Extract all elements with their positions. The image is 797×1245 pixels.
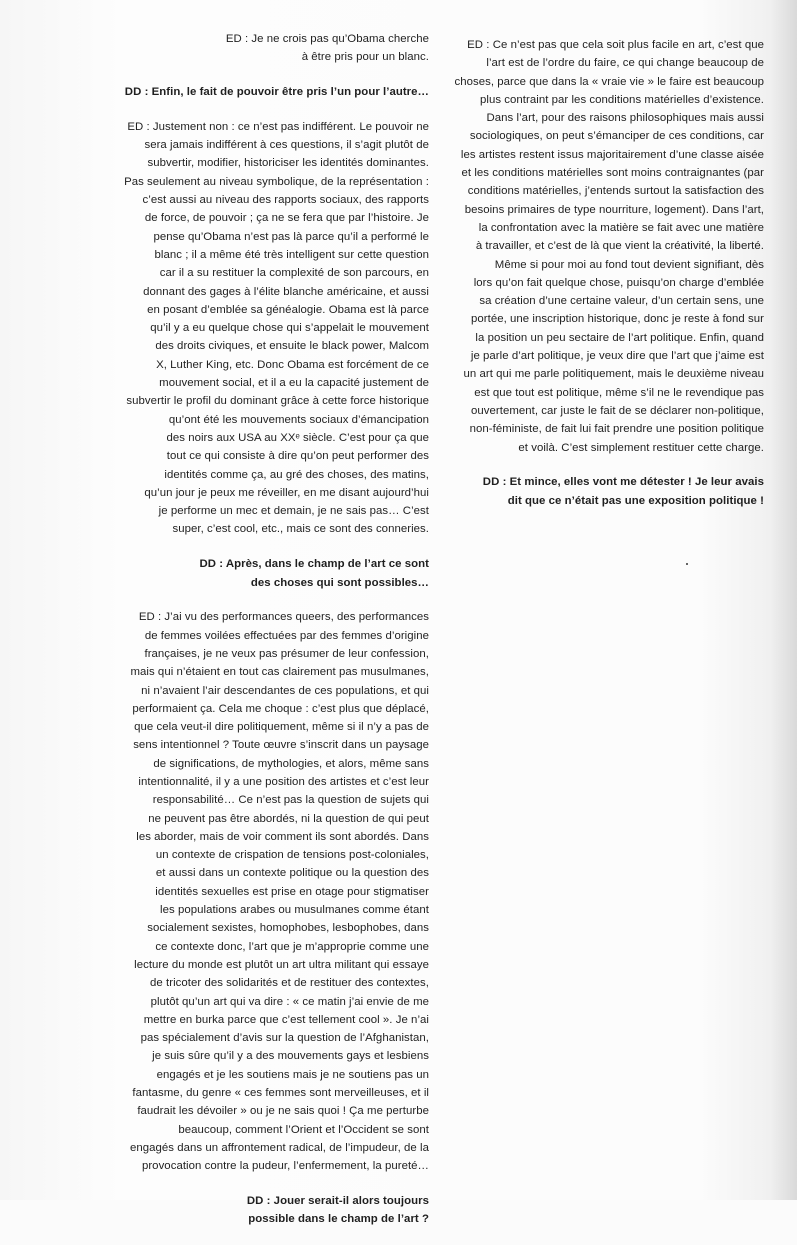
ink-speck xyxy=(686,563,688,565)
answer-paragraph: ED : Justement non : ce n’est pas indifférent. Le pouvoir ne sera jamais indifférent à ces questions, il s’agit plutôt de subvertir, modifier, historiciser les identités dominantes. Pas seulement au niveau symbolique, de la représentation : c’est aussi au niveau des rapports sociaux, des rapports de force, de pouvoir ; ça ne se fera que par l’histoire. Je pense qu’Obama n’est pas là parce qu’il a performé le blanc ; il a même été très intelligent sur cette question car il a su restituer la complexité de son parcours, en donnant des gages à l’élite blanche américaine, et aussi en posant d’emblée sa généalogie. Obama est là parce qu’il y a eu quelque chose qui s’appelait le mouvement des droits civiques, et ensuite le black power, Malcom X, Luther King, etc. Donc Obama est forcément de ce mouvement social, et il a eu la capacité justement de subvertir le profil du dominant grâce à cette force historique qu’ont été les mouvements sociaux d’émancipation des noirs aux USA au XXᵉ siècle. C’est pour ça que tout ce qui consiste à dire qu’on peut performer des identités comme ça, au gré des choses, des matins, qu’un jour je peux me réveiller, en me disant aujourd’hui je performe un mec et demain, je ne sais pas… C’est super, c’est cool, etc., mais ce sont des conneries. xyxy=(124,120,429,536)
answer-paragraph: ED : Ce n’est pas que cela soit plus facile en art, c’est que l’art est de l’ordre du faire, ce qui change beaucoup de choses, parce que dans la « vraie vie » le faire est beaucoup plus contraint par les conditions matérielles d’existence. Dans l’art, pour des raisons philosophiques mais aussi sociologiques, on peut s’émanciper de ces conditions, car les artistes restent issus majoritairement d’une classe aisée et les conditions matérielles sont moins contraignantes (par conditions matérielles, j’entends surtout la satisfaction des besoins primaires de type nourriture, logement). Dans l’art, la confrontation avec la matière se fait avec une matière à travailler, et c’est de là que vient la créativité, la liberté. Même si pour moi au fond tout devient signifiant, dès lors qu’on fait quelque chose, puisqu’on charge d’emblée sa création d’une certaine valeur, d’un certain sens, une portée, une inscription historique, donc je reste à fond sur la position un peu sectaire de l’art politique. Enfin, quand je parle d’art politique, je veux dire que l’art que j’aime est un art qui me parle politiquement, mais le deuxième niveau est que tout est politique, même s’il ne le revendique pas ouvertement, car juste le fait de se déclarer non-politique, non-féministe, de fait lui fait prendre une position politique et voilà. C’est simplement restituer cette charge. xyxy=(454,39,764,454)
right-column xyxy=(448,36,764,526)
question-paragraph: DD : Enfin, le fait de pouvoir être pris l’un pour l’autre… xyxy=(124,86,429,99)
question-paragraph: DD : Après, dans le champ de l’art ce sont des choses qui sont possibles… xyxy=(199,558,429,589)
left-column xyxy=(122,30,429,1245)
question-paragraph: DD : Et mince, elles vont me détester ! Je leur avais dit que ce n’était pas une exposition politique ! xyxy=(482,476,764,507)
question-paragraph: DD : Jouer serait-il alors toujours possible dans le champ de l’art ? xyxy=(246,1195,429,1226)
answer-paragraph: ED : J’ai vu des performances queers, des performances de femmes voilées effectuées par des femmes d’origine françaises, je ne veux pas présumer de leur confession, mais qui n’étaient en tout cas clairement pas musulmanes, ni n’avaient l’air descendantes de ces populations, et qui performaient ça. Cela me choque : c’est plus que déplacé, que cela veut-il dire politiquement, même si il n’y a pas de sens intentionnel ? Toute œuvre s’inscrit dans un paysage de significations, de mythologies, et alors, même sans intentionnalité, il y a une position des artistes et c’est leur responsabilité… Ce n’est pas la question de sujets qui ne peuvent pas être abordés, ni la question de qui peut les aborder, mais de voir comment ils sont abordés. Dans un contexte de crispation de tensions post-coloniales, et aussi dans un contexte politique ou la question des identités sexuelles est prise en otage pour stigmatiser les populations arabes ou musulmanes comme étant socialement sexistes, homophobes, lesbophobes, dans ce contexte donc, l’art que je m’approprie comme une lecture du monde est plutôt un art ultra militant qui essaye de tricoter des solidarités et de restituer des contextes, plutôt qu’un art qui va dire : « ce matin j’ai envie de me mettre en burka parce que c’est tellement cool ». Je n’ai pas spécialement d’avis sur la question de l’Afghanistan, je suis sûre qu’il y a des mouvements gays et lesbiens engagés et je les soutiens mais je ne soutiens pas un fantasme, du genre « ces femmes sont merveilleuses, et il faudrait les dévoiler » ou je ne sais quoi ! Ça me perturbe beaucoup, comment l’Orient et l’Occident se sont engagés dans un affrontement radical, de l’impudeur, de la provocation contre la pudeur, l’enfermement, la pureté… xyxy=(129,611,429,1173)
answer-paragraph: ED : Je ne crois pas qu’Obama cherche à être pris pour un blanc. xyxy=(225,33,429,64)
